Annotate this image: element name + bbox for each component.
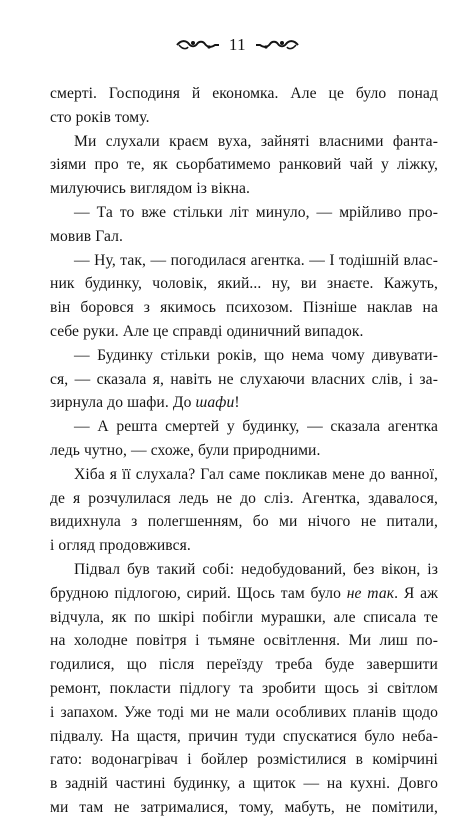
- text-line: в задній частині будинку, а щиток — на кухні. Довго: [50, 775, 438, 793]
- text-line: Підвал був такий собі: недобудований, без вікон, із: [74, 560, 438, 578]
- paragraph: [50, 130, 438, 201]
- paragraph: [50, 201, 438, 249]
- body-text: [50, 82, 438, 820]
- emphasis-word: шафи: [195, 394, 235, 412]
- text-line: гато: водонагрівач і бойлер розмістилися в комірчині: [50, 751, 438, 769]
- text-line: [50, 582, 438, 606]
- text-line: себе руки. Але це справді одиничний випадок.: [50, 322, 364, 340]
- text-line: годилися, що після переїзду треба буде завершити: [50, 656, 438, 674]
- text-fragment: !: [234, 394, 240, 412]
- paragraph: [50, 249, 438, 344]
- text-line: Ми слухали краєм вуха, зайняті власними фанта-: [74, 132, 438, 150]
- text-line: [50, 391, 438, 415]
- text-line: відчула, як по шкірі побігли мурашки, але списала те: [50, 608, 438, 626]
- text-line: зіями про те, як сьорбатимемо ранковий чай у ліжку,: [50, 156, 438, 174]
- paragraph: [50, 463, 438, 558]
- text-line: і огляд продовжився.: [50, 537, 191, 555]
- text-line: — Будинку стільки років, що нема чому дивувати-: [74, 346, 438, 364]
- text-line: ся, — сказала я, навіть не слухаючи власних слів, і за-: [50, 370, 438, 388]
- text-line: мовив Гал.: [50, 227, 123, 245]
- text-line: підвалу. На щастя, причин туди спускатися було неба-: [50, 727, 438, 745]
- text-line: — А решта смертей у будинку, — сказала агентка: [74, 418, 438, 436]
- paragraph: [50, 415, 438, 463]
- paragraph: [50, 344, 438, 415]
- text-line: ремонт, покласти підлогу та зробити щось зі світлом: [50, 679, 438, 697]
- text-fragment: брудною підлогою, сирий. Щось там було: [50, 584, 347, 602]
- paragraph: [50, 82, 438, 130]
- text-line: милуючись виглядом із вікна.: [50, 180, 251, 198]
- swirl-ornament-icon: [254, 38, 300, 52]
- text-line: — Ну, так, — погодилася агентка. — І тодішній влас-: [74, 251, 438, 269]
- text-fragment: зирнула до шафи. До: [50, 394, 196, 412]
- text-line: смерті. Господиня й економка. Але це було понад: [50, 85, 438, 102]
- text-line: і запахом. Уже тоді ми не мали особливих планів щодо: [50, 703, 438, 721]
- text-fragment: . Я аж: [394, 584, 438, 602]
- page-header: [0, 36, 475, 53]
- page-number: 11: [228, 35, 247, 54]
- text-line: сто років тому.: [50, 108, 150, 126]
- emphasis-word: не так: [346, 584, 395, 602]
- text-line: ник будинку, чоловік, який... ну, ви знаєте. Кажуть,: [50, 275, 438, 293]
- text-line: ми там не затрималися, тому, мабуть, не помітили,: [50, 798, 438, 816]
- text-line: де я розчулилася ледь не до сліз. Агентка, здавалося,: [50, 489, 438, 507]
- text-line: видихнула з полегшенням, бо ми нічого не питали,: [50, 513, 438, 531]
- paragraph: [50, 558, 438, 820]
- text-line: ледь чутно, — схоже, були природними.: [50, 441, 321, 459]
- text-line: — Та то вже стільки літ минуло, — мрійливо про-: [74, 203, 438, 221]
- text-line: він боровся з якимось психозом. Пізніше наклав на: [50, 299, 438, 317]
- swirl-ornament-icon: [175, 38, 221, 52]
- text-line: на холодне повітря і тьмяне освітлення. Ми лиш по-: [50, 632, 438, 650]
- text-line: Хіба я її слухала? Гал саме покликав мене до ванної,: [74, 465, 438, 483]
